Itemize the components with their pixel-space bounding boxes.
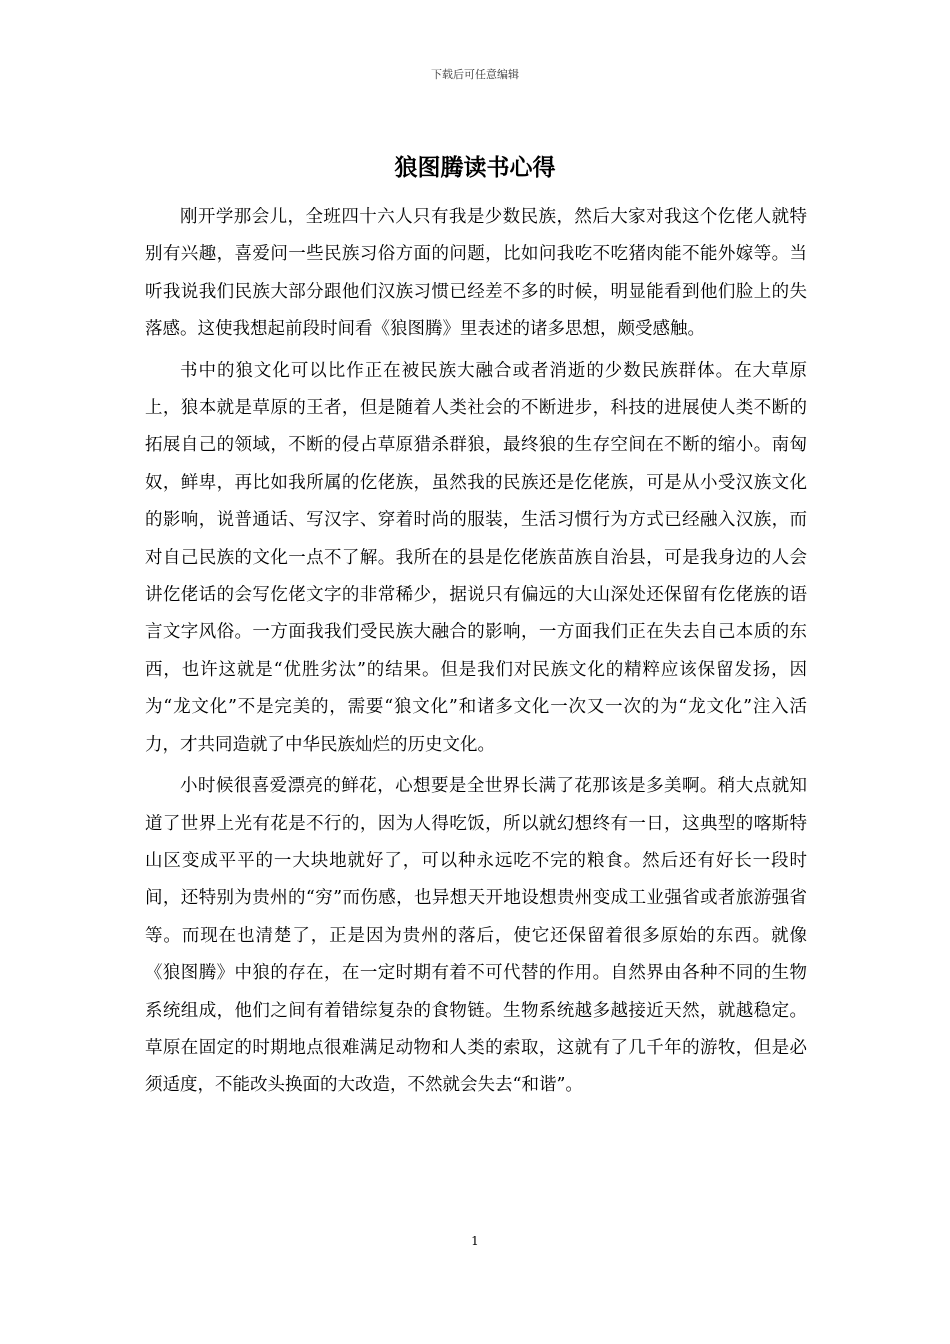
document-title: 狼图腾读书心得 bbox=[394, 154, 556, 181]
document-body bbox=[145, 199, 807, 1109]
header-note: 下载后可任意编辑 bbox=[431, 68, 519, 81]
paragraph-1: 刚开学那会儿，全班四十六人只有我是少数民族，然后大家对我这个仡佬人就特别有兴趣，喜爱问一些民族习俗方面的问题，比如问我吃不吃猪肉能不能外嫁等。当听我说我们民族大部分跟他们汉族习惯已经差不多的时候，明显能看到他们脸上的失落感。这使我想起前段时间看《狼图腾》里表述的诸多思想，颇受感触。 bbox=[145, 207, 807, 340]
page-number: 1 bbox=[471, 1234, 479, 1248]
paragraph-3: 小时候很喜爱漂亮的鲜花，心想要是全世界长满了花那该是多美啊。稍大点就知道了世界上光有花是不行的，因为人得吃饭，所以就幻想终有一日，这典型的喀斯特山区变成平平的一大块地就好了，可以种永远吃不完的粮食。然后还有好长一段时间，还特别为贵州的“穷”而伤感，也异想天开地设想贵州变成工业强省或者旅游强省等。而现在也清楚了，正是因为贵州的落后，使它还保留着很多原始的东西。就像《狼图腾》中狼的存在，在一定时期有着不可代替的作用。自然界由各种不同的生物系统组成，他们之间有着错综复杂的食物链。生物系统越多越接近天然，就越稳定。草原在固定的时期地点很难满足动物和人类的索取，这就有了几千年的游牧，但是必须适度，不能改头换面的大改造，不然就会失去“和谐”。 bbox=[145, 776, 807, 1096]
paragraph-2: 书中的狼文化可以比作正在被民族大融合或者消逝的少数民族群体。在大草原上，狼本就是草原的王者，但是随着人类社会的不断进步，科技的进展使人类不断的拓展自己的领域，不断的侵占草原猎杀群狼，最终狼的生存空间在不断的缩小。南匈奴，鲜卑，再比如我所属的仡佬族，虽然我的民族还是仡佬族，可是从小受汉族文化的影响，说普通话、写汉字、穿着时尚的服装，生活习惯行为方式已经融入汉族，而对自己民族的文化一点不了解。我所在的县是仡佬族苗族自治县，可是我身边的人会讲仡佬话的会写仡佬文字的非常稀少，据说只有偏远的大山深处还保留有仡佬族的语言文字风俗。一方面我我们受民族大融合的影响，一方面我们正在失去自己本质的东西，也许这就是“优胜劣汰”的结果。但是我们对民族文化的精粹应该保留发扬，因为“龙文化”不是完美的，需要“狼文化”和诸多文化一次又一次的为“龙文化”注入活力，才共同造就了中华民族灿烂的历史文化。 bbox=[145, 360, 807, 755]
